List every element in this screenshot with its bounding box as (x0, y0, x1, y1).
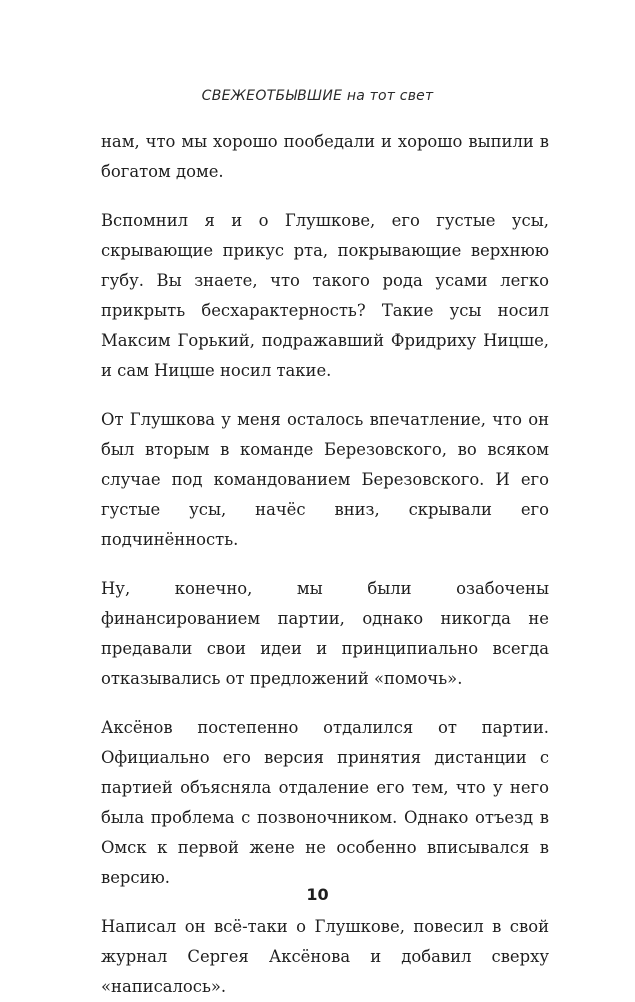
body-text (101, 127, 549, 1002)
running-head (0, 88, 635, 104)
paragraph-4: Ну, конечно, мы были озабочены финансированием партии, однако никогда не предавали свои идеи и принципиально всегда отказывались от предложений «помочь». (101, 579, 549, 688)
running-head-caps: СВЕЖЕОТБЫВШИЕ (201, 88, 343, 104)
paragraph-5: Аксёнов постепенно отдалился от партии. Официально его версия принятия дистанции с партией объясняла отдаление его тем, что у него была проблема с позвоночником. Однако отъезд в Омск к первой жене не особенно вписывался в версию. (101, 718, 549, 887)
paragraph-6: Написал он всё-таки о Глушкове, повесил в свой журнал Сергея Аксёнова и добавил сверху «написалось». (101, 917, 549, 996)
paragraph-2: Вспомнил я и о Глушкове, его густые усы, скрывающие прикус рта, покрывающие верхнюю губу. Вы знаете, что такого рода усами легко прикрыть бесхарактерность? Такие усы носил Максим Горький, подражавший Фридриху Ницше, и сам Ницше носил такие. (101, 211, 549, 380)
paragraph-3: От Глушкова у меня осталось впечатление, что он был вторым в команде Березовского, во всяком случае под командованием Березовского. И его густые усы, начёс вниз, скрывали его подчинённость. (101, 410, 549, 549)
paragraph-1: нам, что мы хорошо пообедали и хорошо выпили в богатом доме. (101, 132, 549, 181)
page-number: 10 (306, 885, 329, 904)
running-head-rest: на тот свет (342, 88, 434, 104)
